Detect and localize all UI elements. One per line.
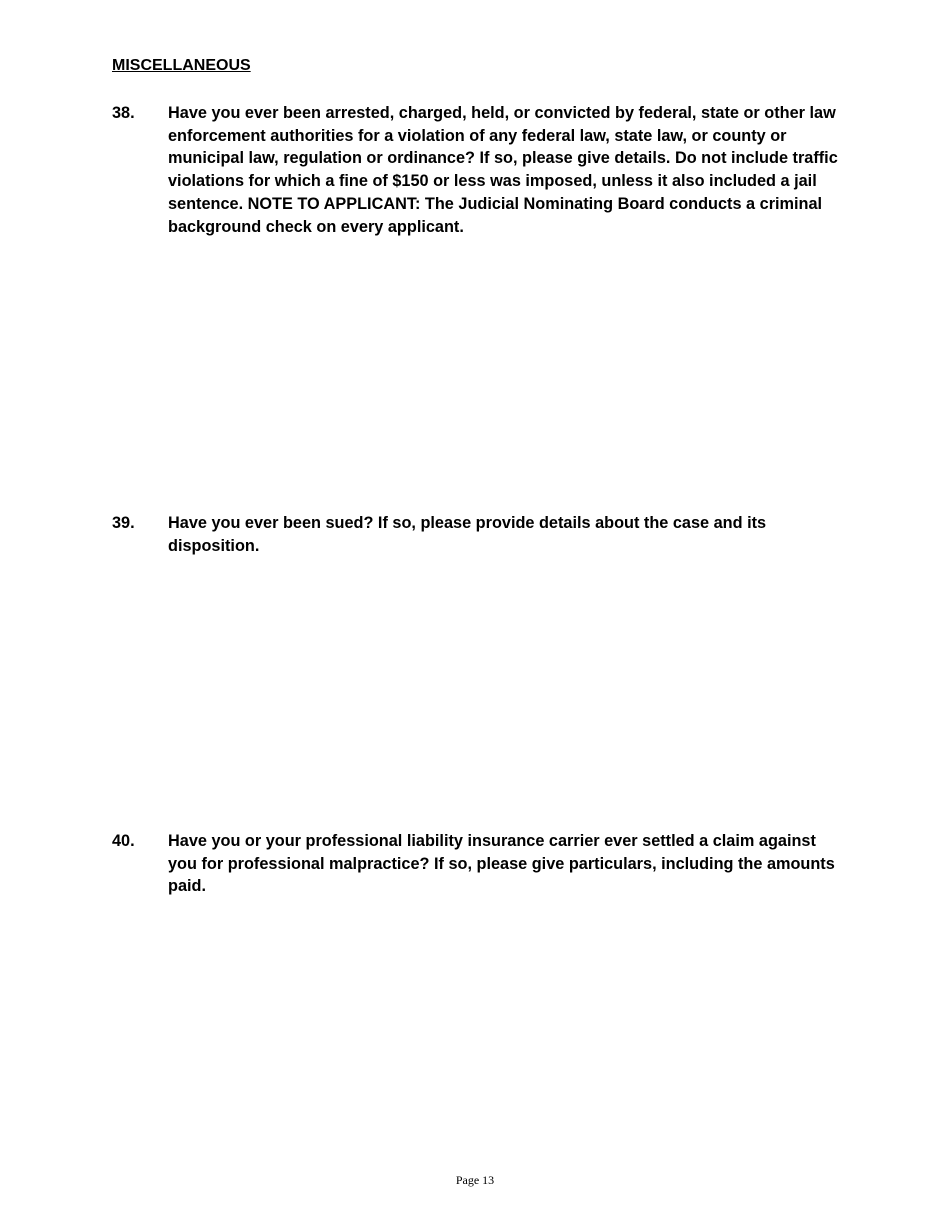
question-text: Have you ever been sued? If so, please provide details about the case and its disposition.: [168, 514, 767, 555]
question-number: 39.: [112, 514, 135, 532]
question-number: 38.: [112, 104, 135, 122]
page-number: Page 13: [455, 1173, 495, 1187]
question-number: 40.: [112, 832, 135, 850]
section-heading: MISCELLANEOUS: [112, 57, 251, 74]
question-text: Have you ever been arrested, charged, held, or convicted by federal, state or other law enforcement authorities for a violation of any federal law, state law, or county or municipal law, regulation or ordinance? If so, please give details. Do not include traffic violations for which a fine of $150 or less was imposed, unless it also included a jail sentence. NOTE TO APPLICANT: The Judicial Nominating Board conducts a criminal background check on every applicant.: [168, 104, 838, 236]
question-text: Have you or your professional liability insurance carrier ever settled a claim against you for professional malpractice? If so, please give particulars, including the amounts paid.: [168, 832, 835, 896]
